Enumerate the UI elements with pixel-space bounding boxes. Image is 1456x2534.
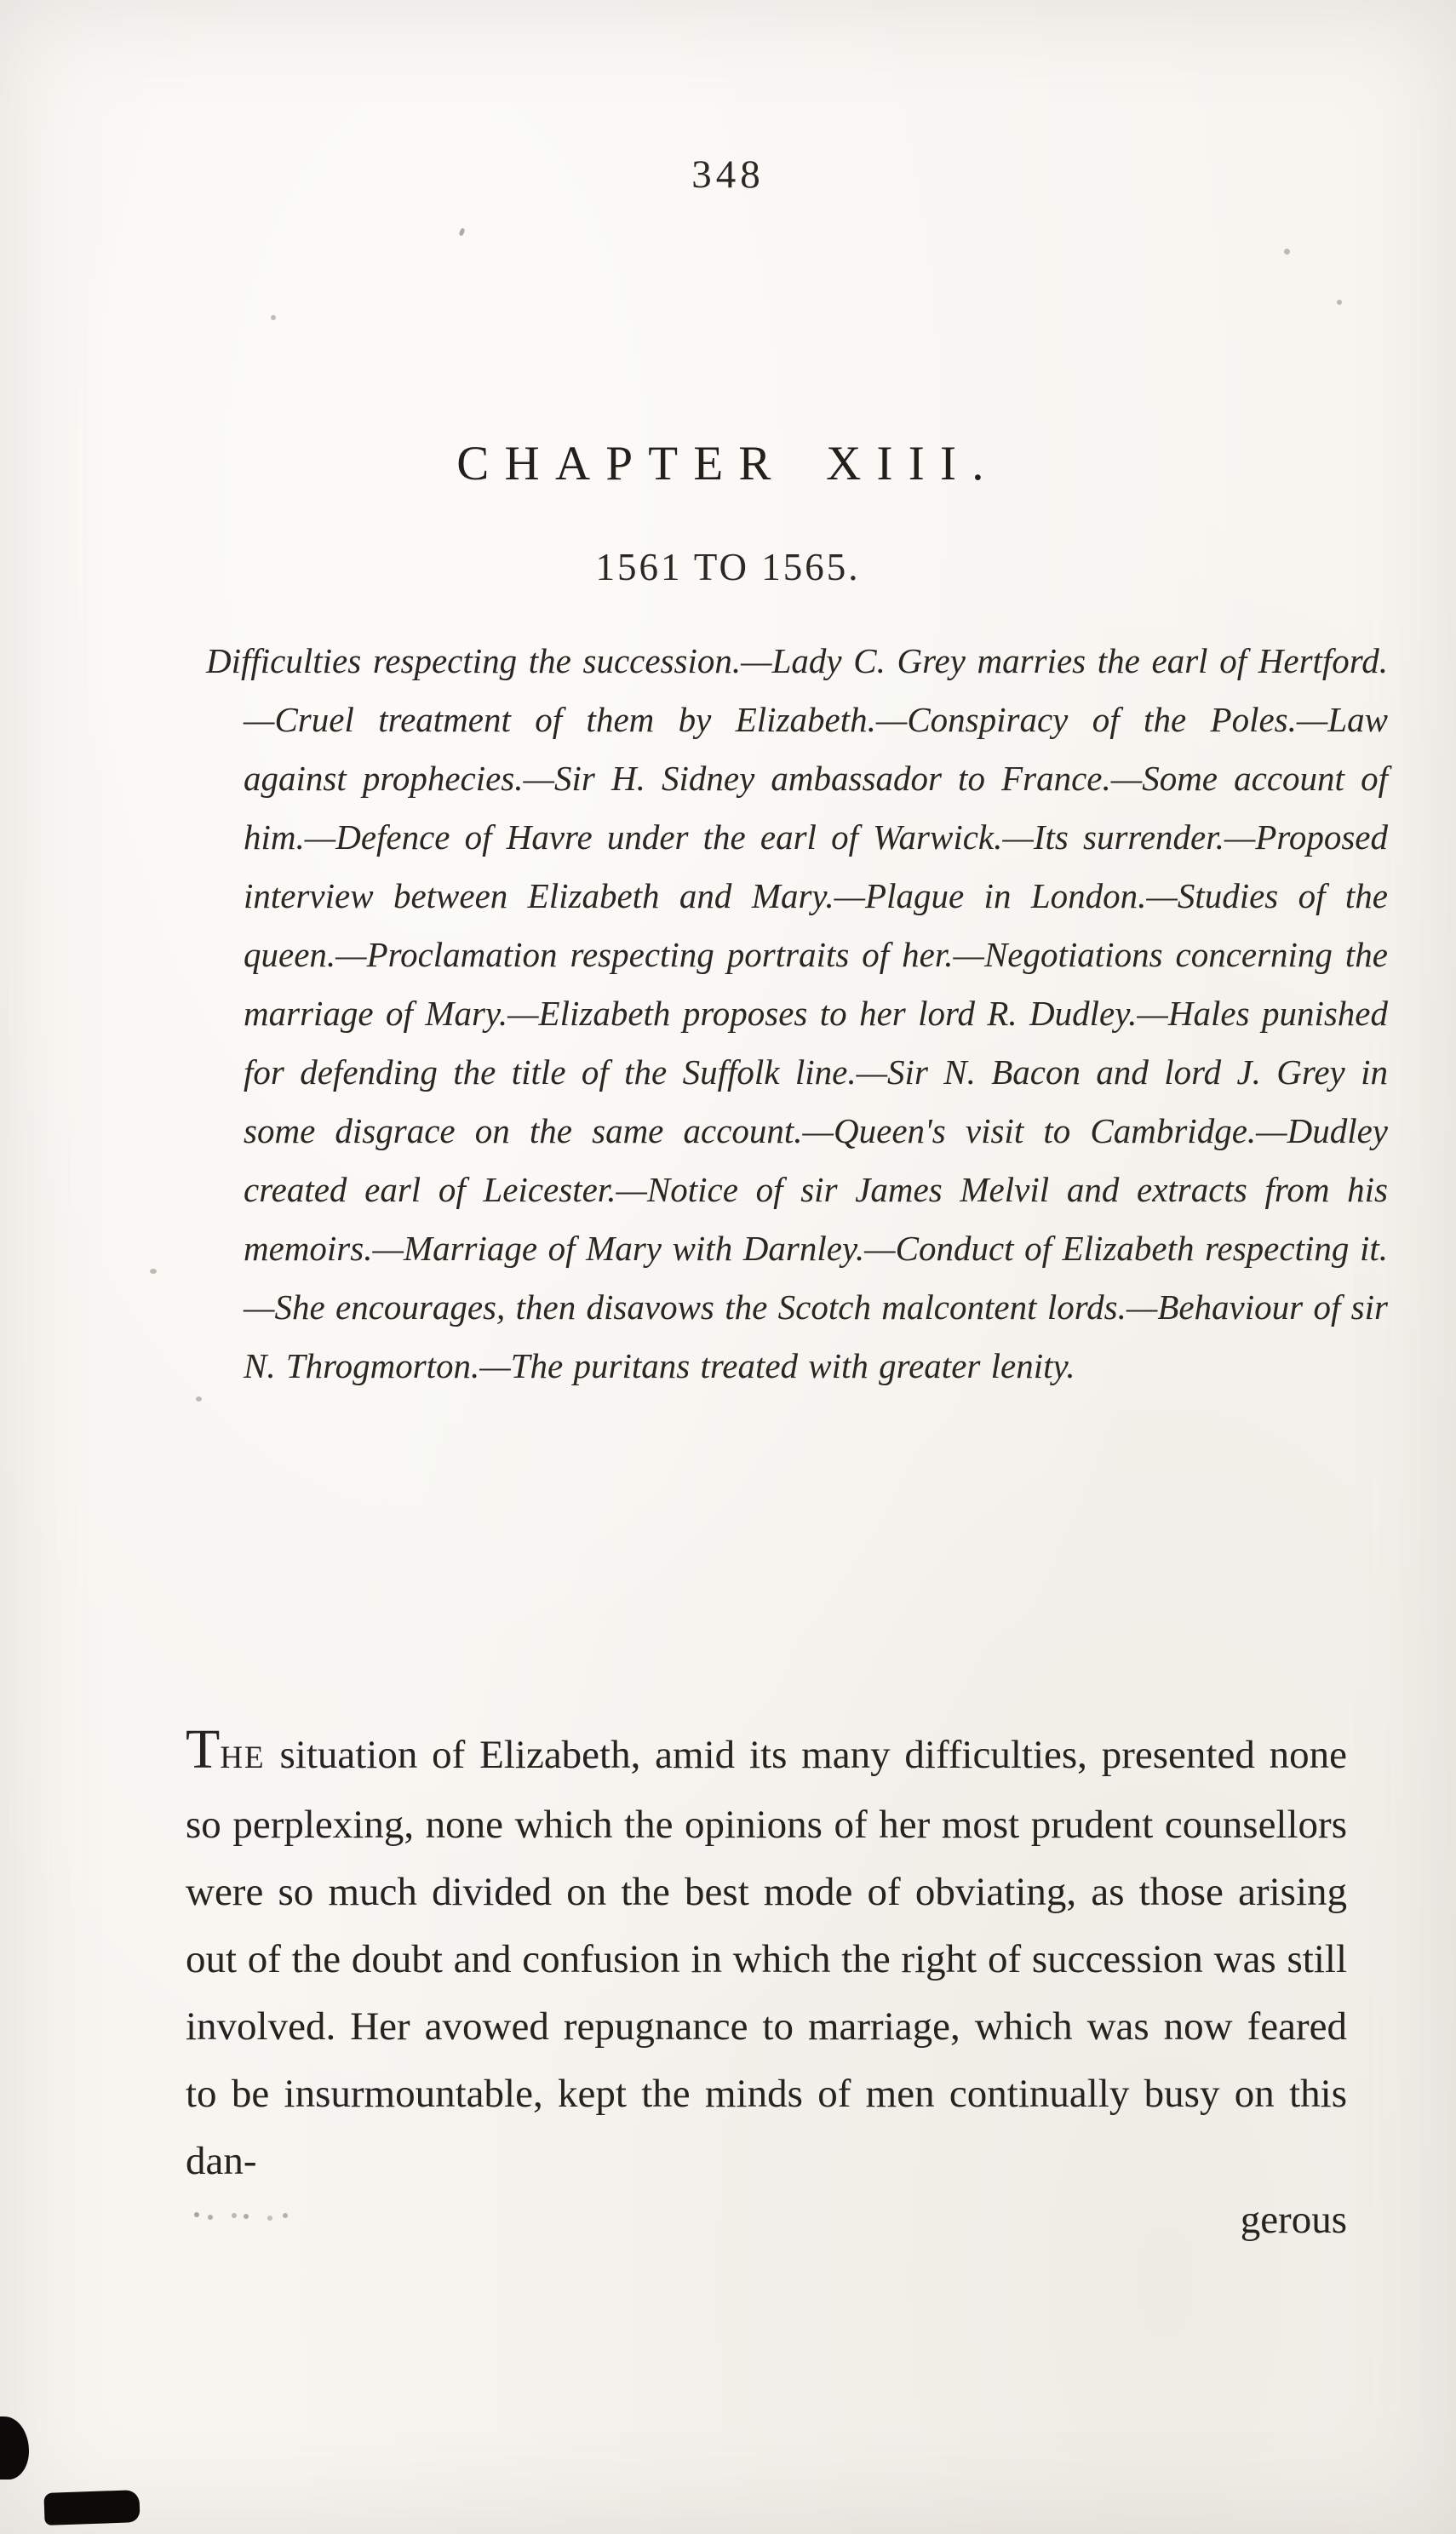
scan-speckle bbox=[1284, 249, 1290, 255]
scan-speckle bbox=[150, 1269, 157, 1274]
scan-speckle bbox=[271, 315, 276, 320]
scan-speckle bbox=[459, 227, 466, 236]
scan-speckle-row bbox=[194, 2212, 199, 2217]
catchword: gerous bbox=[1240, 2198, 1347, 2242]
scan-speckle bbox=[196, 1396, 202, 1402]
body-block bbox=[186, 1718, 1347, 2243]
body-paragraph bbox=[186, 1718, 1347, 2195]
ink-blot bbox=[0, 2416, 29, 2480]
small-caps-lead: HE bbox=[220, 1740, 266, 1775]
body-paragraph-text: situation of Elizabeth, amid its many difficulties, presented none so perplexing, none which the opinions of her most prudent counsellors were so much divided on the best mode of obviating, as those arising out of the doubt and confusion in which the right of succession was still involved. Her avowed repugnance to marriage, which was now feared to be insurmountable, kept the minds of men continually busy on this dan- bbox=[186, 1733, 1347, 2183]
scan-speckle bbox=[1337, 300, 1342, 305]
page-number: 348 bbox=[691, 152, 765, 197]
chapter-heading: CHAPTER XIII. bbox=[456, 437, 1000, 490]
ink-blot bbox=[43, 2490, 140, 2525]
chapter-summary: Difficulties respecting the succession.—Lady C. Grey marries the earl of Hertford.—Cruel treatment of them by Elizabeth.—Conspiracy of the Poles.—Law against prophecies.—Sir H. Sidney ambassador to France.—Some account of him.—Defence of Havre under the earl of Warwick.—Its surrender.—Proposed interview between Elizabeth and Mary.—Plague in London.—Studies of the queen.—Proclamation respecting portraits of her.—Negotiations concerning the marriage of Mary.—Elizabeth proposes to her lord R. Dudley.—Hales punished for defending the title of the Suffolk line.—Sir N. Bacon and lord J. Grey in some disgrace on the same account.—Queen's visit to Cambridge.—Dudley created earl of Leicester.—Notice of sir James Melvil and extracts from his memoirs.—Marriage of Mary with Darnley.—Conduct of Elizabeth respecting it.—She encourages, then disavows the Scotch malcontent lords.—Behaviour of sir N. Throgmorton.—The puritans treated with greater lenity. bbox=[206, 641, 1388, 1385]
chapter-date-range: 1561 TO 1565. bbox=[595, 546, 861, 588]
drop-cap-initial: T bbox=[186, 1718, 221, 1780]
